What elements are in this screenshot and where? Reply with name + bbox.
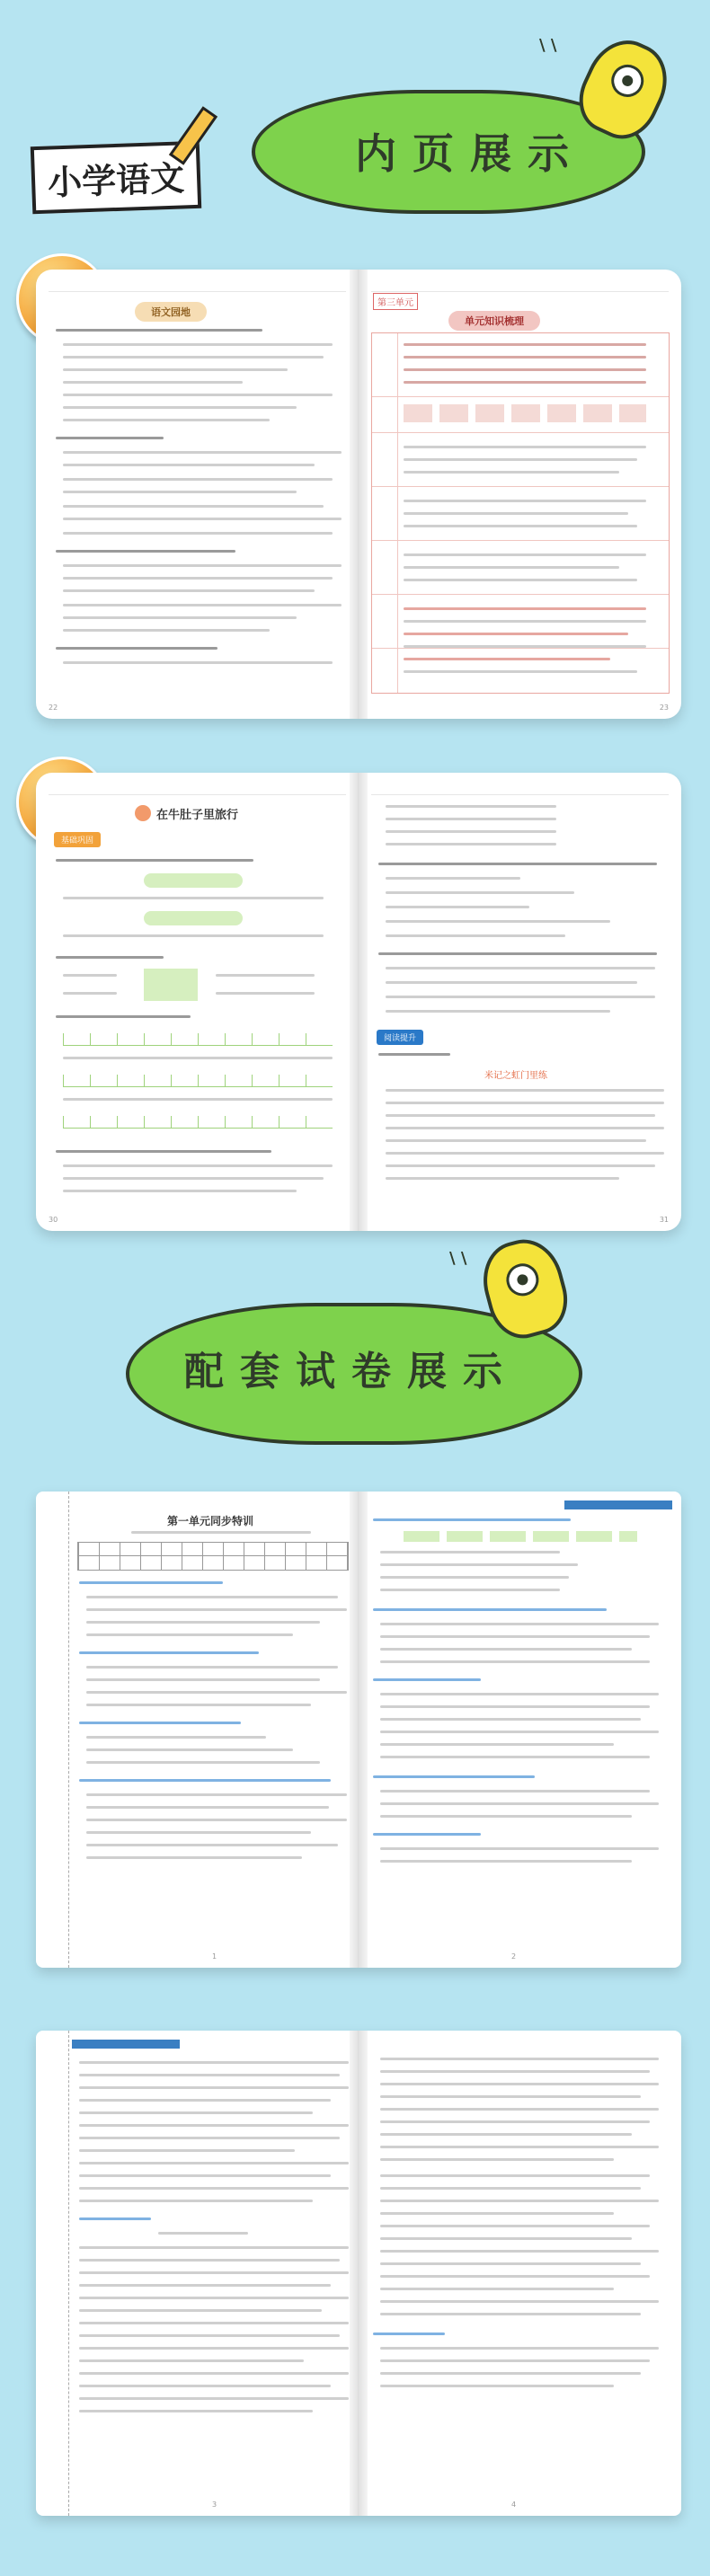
page-number: 23 <box>659 704 669 712</box>
section-tag: 基础巩固 <box>54 832 101 847</box>
page-number: 2 <box>511 1952 517 1961</box>
left-page <box>36 773 359 1231</box>
right-page <box>358 2031 681 2516</box>
sparkle-icon: \ \ <box>539 36 557 55</box>
right-page <box>358 773 681 1231</box>
page-number: 30 <box>49 1216 58 1224</box>
section-tag: 阅读提升 <box>377 1030 423 1045</box>
binding-strip <box>36 2031 69 2516</box>
section-title: 语文园地 <box>135 302 207 322</box>
page-header <box>371 279 669 292</box>
bookmark-icon <box>135 805 151 821</box>
left-page <box>36 270 359 719</box>
page-header <box>49 279 346 292</box>
page-number: 31 <box>659 1216 669 1224</box>
banner-title: 内页展示 <box>355 129 585 178</box>
right-page <box>358 1492 681 1968</box>
page-header <box>371 782 669 795</box>
unit-label: 第三单元 <box>373 293 418 310</box>
binding-strip <box>36 1492 69 1968</box>
sparkle-icon: \ \ <box>449 1249 467 1268</box>
exam-spread-1 <box>36 1492 681 1968</box>
exam-title: 第一单元同步特训 <box>167 1515 254 1527</box>
section-title: 单元知识梳理 <box>448 311 540 331</box>
page-number: 4 <box>511 2501 517 2509</box>
subject-label: 小学语文 <box>31 141 202 215</box>
page-header <box>49 782 346 795</box>
page-number: 22 <box>49 704 58 712</box>
exam-spread-2 <box>36 2031 681 2516</box>
right-page <box>358 270 681 719</box>
lesson-title: 在牛肚子里旅行 <box>156 809 239 822</box>
book-spread-1 <box>36 270 681 719</box>
book-spread-2 <box>36 773 681 1231</box>
banner-title: 配套试卷展示 <box>184 1349 519 1394</box>
page-number: 3 <box>212 2501 217 2509</box>
score-table <box>77 1542 349 1571</box>
left-page <box>68 2031 359 2516</box>
page-number: 1 <box>212 1952 217 1961</box>
article-title: 米记之虹门里练 <box>484 1071 547 1081</box>
left-page <box>68 1492 359 1968</box>
